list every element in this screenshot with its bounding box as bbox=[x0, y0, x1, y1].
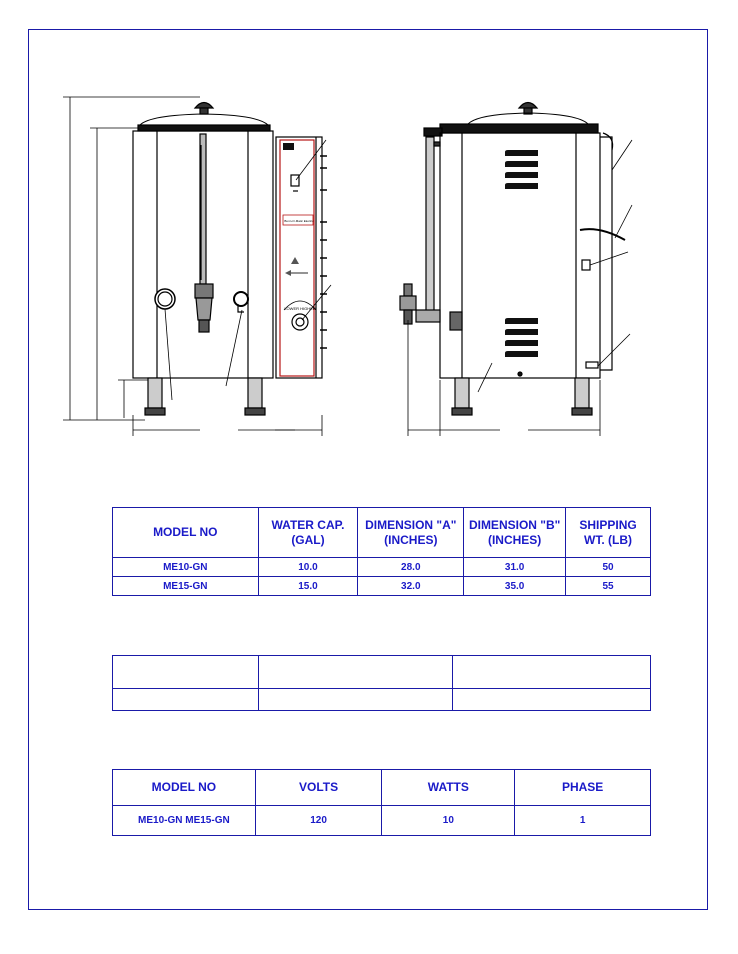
cell: 120 bbox=[255, 806, 382, 836]
cell: 15.0 bbox=[258, 577, 358, 596]
side-view bbox=[400, 103, 632, 437]
dial-label: LOWER HIGHER bbox=[284, 306, 316, 311]
header-cell: PHASE bbox=[515, 770, 651, 806]
cell bbox=[258, 689, 453, 711]
model-cell: ME10-GN ME15-GN bbox=[113, 806, 256, 836]
header-cell: MODEL NO bbox=[113, 770, 256, 806]
cell bbox=[113, 656, 259, 689]
cell: 50 bbox=[566, 558, 651, 577]
cell: 10.0 bbox=[258, 558, 358, 577]
header-cell: DIMENSION "B" (INCHES) bbox=[464, 508, 566, 558]
model-cell: ME10-GN bbox=[113, 558, 259, 577]
header-cell: DIMENSION "A" (INCHES) bbox=[358, 508, 464, 558]
cell: 55 bbox=[566, 577, 651, 596]
table-row bbox=[113, 577, 651, 596]
dimensions-table bbox=[112, 507, 651, 596]
table-row bbox=[113, 558, 651, 577]
header-cell: WATTS bbox=[382, 770, 515, 806]
cell: 32.0 bbox=[358, 577, 464, 596]
electrical-table bbox=[112, 769, 651, 836]
header-cell: MODEL NO bbox=[113, 508, 259, 558]
cell: 1 bbox=[515, 806, 651, 836]
table-row bbox=[113, 806, 651, 836]
model-cell: ME15-GN bbox=[113, 577, 259, 596]
brand-label: Bunn-O-Matic Electric bbox=[284, 219, 314, 223]
header-cell: SHIPPING WT. (LB) bbox=[566, 508, 651, 558]
cell bbox=[258, 656, 453, 689]
cell: 28.0 bbox=[358, 558, 464, 577]
cell: 35.0 bbox=[464, 577, 566, 596]
cell: 31.0 bbox=[464, 558, 566, 577]
front-view bbox=[63, 97, 331, 436]
cell bbox=[113, 689, 259, 711]
header-cell: WATER CAP. (GAL) bbox=[258, 508, 358, 558]
header-cell: VOLTS bbox=[255, 770, 382, 806]
blank-table bbox=[112, 655, 651, 711]
cell bbox=[453, 689, 651, 711]
cell bbox=[453, 656, 651, 689]
cell: 10 bbox=[382, 806, 515, 836]
